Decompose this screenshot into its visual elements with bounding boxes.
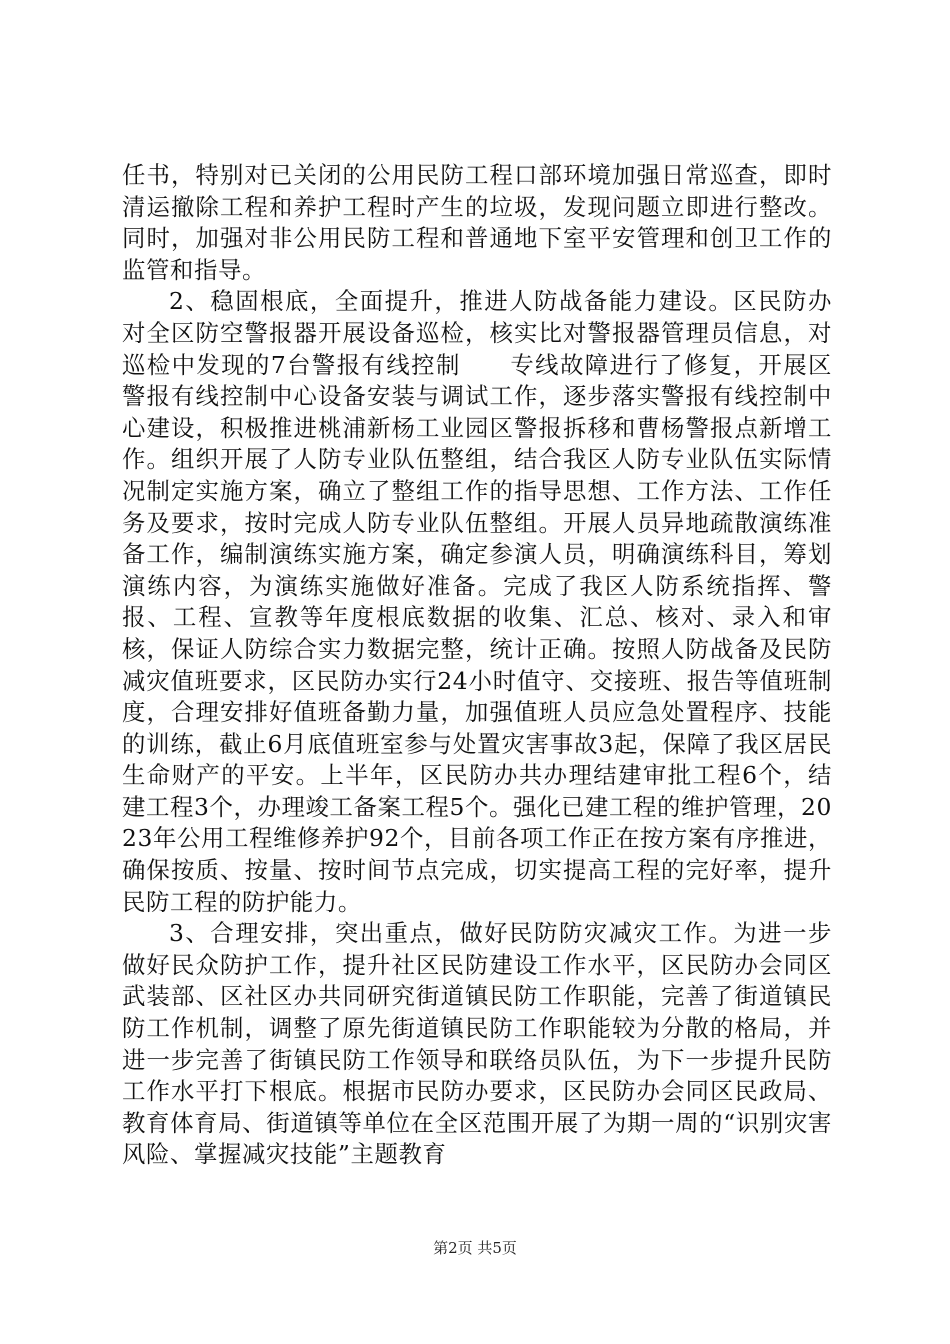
- document-body: [122, 160, 832, 1171]
- paragraph-3: 3、合理安排，突出重点，做好民防防灾减灾工作。为进一步做好民众防护工作，提升社区民防建设工作水平，区民防办会同区武装部、区社区办共同研究街道镇民防工作职能，完善了街道镇民防工作机制，调整了原先街道镇民防工作职能较为分散的格局，并进一步完善了街镇民防工作领导和联络员队伍，为下一步提升民防工作水平打下根底。根据市民防办要求，区民防办会同区民政局、教育体育局、街道镇等单位在全区范围开展了为期一周的“识别灾害风险、掌握减灾技能”主题教育: [122, 919, 832, 1169]
- page-number-label: 第2页 共5页: [433, 1239, 517, 1257]
- paragraph-2: 2、稳固根底，全面提升，推进人防战备能力建设。区民防办对全区防空警报器开展设备巡检，核实比对警报器管理员信息，对巡检中发现的7台警报有线控制 专线故障进行了修复，开展区警报有线控制中心设备安装与调试工作，逐步落实警报有线控制中心建设，积极推进桃浦新杨工业园区警报拆移和曹杨警报点新增工作。组织开展了人防专业队伍整组，结合我区人防专业队伍实际情况制定实施方案，确立了整组工作的指导思想、工作方法、工作任务及要求，按时完成人防专业队伍整组。开展人员异地疏散演练准备工作，编制演练实施方案，确定参演人员，明确演练科目，筹划演练内容，为演练实施做好准备。完成了我区人防系统指挥、警报、工程、宣教等年度根底数据的收集、汇总、核对、录入和审核，保证人防综合实力数据完整，统计正确。按照人防战备及民防减灾值班要求，区民防办实行24小时值守、交接班、报告等值班制度，合理安排好值班备勤力量，加强值班人员应急处置程序、技能的训练，截止6月底值班室参与处置灾害事故3起，保障了我区居民生命财产的平安。上半年，区民防办共办理结建审批工程6个，结建工程3个，办理竣工备案工程5个。强化已建工程的维护管理，2023年公用工程维修养护92个，目前各项工作正在按方案有序推进，确保按质、按量、按时间节点完成，切实提高工程的完好率，提升民防工程的防护能力。: [122, 287, 832, 916]
- page-footer: [0, 1238, 950, 1258]
- paragraph-1: 任书，特别对已关闭的公用民防工程口部环境加强日常巡查，即时清运撤除工程和养护工程时产生的垃圾，发现问题立即进行整改。同时，加强对非公用民防工程和普通地下室平安管理和创卫工作的监管和指导。: [122, 161, 832, 284]
